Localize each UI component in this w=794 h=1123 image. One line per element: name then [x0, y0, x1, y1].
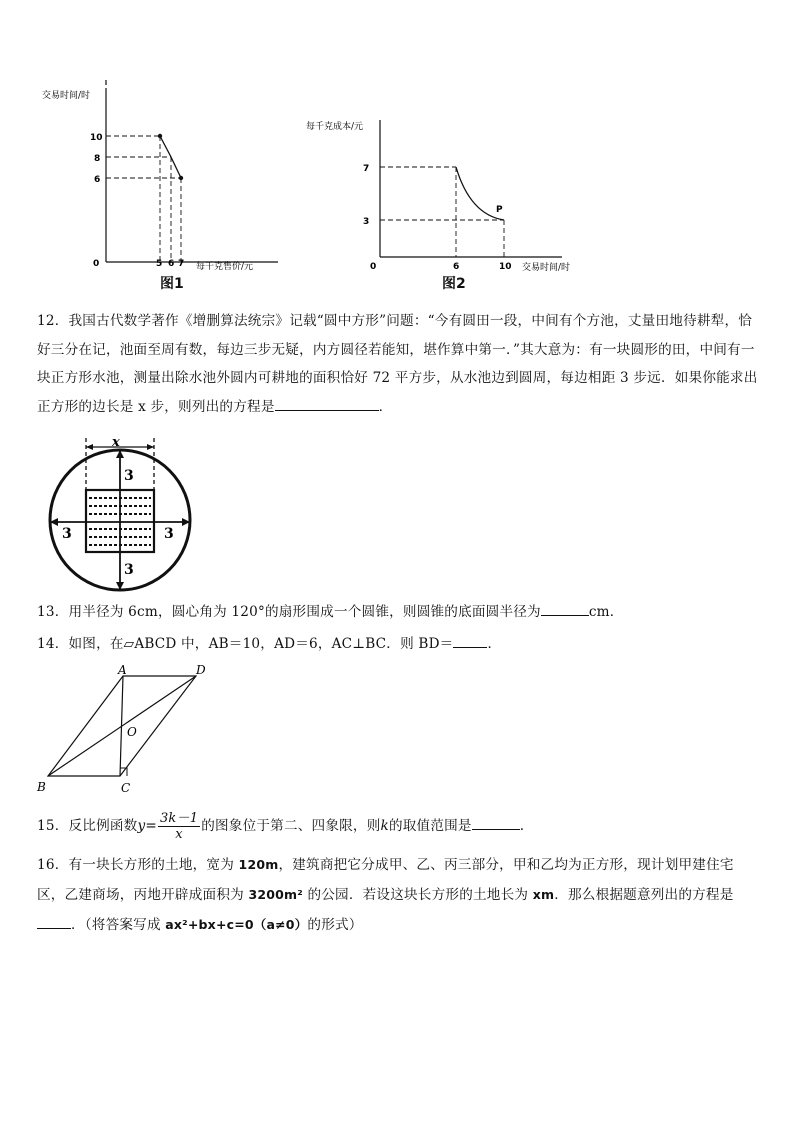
fig2-ylabel: 每千克成本/元 [306, 122, 364, 132]
question-13 [37, 598, 759, 627]
question-16 [37, 850, 759, 940]
q15-k: k [380, 818, 389, 834]
q16-part6: 的形式） [307, 917, 363, 933]
q15-prefix: 15．反比例函数 [37, 818, 138, 834]
q15-fraction [158, 811, 200, 842]
q12-fig-top-3: 3 [124, 468, 134, 484]
q14-parallelogram-figure [34, 662, 224, 802]
q16-part3: 的公园．若设这块长方形的土地长为 [302, 887, 533, 903]
figure-2-chart [300, 112, 590, 277]
q13-end: cm． [588, 604, 624, 620]
fig2-xlabel: 交易时间/时 [522, 263, 571, 273]
fig2-ytick: 7 [363, 164, 370, 174]
fig1-origin: 0 [93, 259, 100, 269]
fig1-point [158, 134, 162, 138]
q15-denominator: x [175, 827, 183, 842]
q15-middle: 的图象位于第二、四象限，则 [201, 818, 381, 834]
q13-text: 13．用半径为 6cm，圆心角为 120°的扇形围成一个圆锥，则圆锥的底面圆半径为 [37, 604, 541, 620]
q15-end: . [519, 818, 525, 834]
q12-fig-x-label: x [112, 435, 120, 450]
q16-xm: xm [532, 887, 555, 902]
figure-1-chart [30, 80, 290, 295]
q12-fig-right-3: 3 [164, 526, 174, 542]
fig1-caption: 图1 [160, 276, 184, 292]
q16-part5: ．（将答案写成 [71, 917, 166, 933]
fig2-xtick: 10 [499, 262, 512, 272]
fig1-point [179, 176, 183, 180]
fig1-xlabel: 每千克售价/元 [196, 262, 254, 272]
q14-label-D: D [196, 663, 206, 677]
q14-label-A: A [118, 663, 127, 677]
q12-fig-bottom-3: 3 [124, 562, 134, 578]
fig1-xtick: 6 [168, 259, 175, 269]
q14-label-C: C [121, 781, 131, 795]
q12-fig-left-3: 3 [62, 526, 72, 542]
q13-answer-blank[interactable] [541, 601, 589, 616]
q12-end: ． [378, 398, 393, 415]
fig2-xtick: 6 [453, 262, 460, 272]
fig1-ytick: 10 [90, 133, 103, 143]
q15-numerator: 3k－1 [159, 811, 199, 826]
q16-area: 3200m² [248, 887, 303, 902]
q16-part2: ，建筑商把它分成甲、乙、丙三部分，甲和乙均为正方形，现计划甲建住宅区，乙建商场，丙地开辟成面积为 [37, 857, 734, 903]
fig2-point-label: P [496, 205, 503, 215]
fig1-xtick: 7 [178, 259, 185, 269]
q14-end: ． [487, 636, 502, 652]
q14-answer-blank[interactable] [453, 633, 487, 648]
q16-width: 120m [238, 857, 279, 872]
fig2-ytick: 3 [363, 217, 370, 227]
question-14 [37, 630, 759, 659]
fig2-caption: 图2 [442, 276, 466, 292]
q12-text: 12．我国古代数学著作《增删算法统宗》记载“圆中方形”问题：“今有圆田一段，中间有个方池，丈量田地待耕犁，恰好三分在记，池面至周有数，每边三步无疑，内方圆径若能知，堪作算中第一．”其大意为：有一块圆形的田，中间有一块正方形水池，测量出除水池外圆内可耕地的面积恰好 72 平方步，从水池边到圆周，每边相距 3 步远．如果你能求出正方形的边长是 x 步，则列出的方程是 [37, 313, 758, 415]
q15-eq: = [145, 818, 157, 834]
q15-answer-blank[interactable] [472, 815, 520, 830]
q12-circle-square-figure [36, 434, 196, 594]
q16-answer-blank[interactable] [37, 914, 71, 929]
q14-label-O: O [127, 725, 137, 739]
question-12 [37, 307, 759, 421]
q15-suffix: 的取值范围是 [388, 818, 472, 834]
q14-text: 14．如图，在▱ABCD 中，AB＝10，AD＝6，AC⊥BC．则 BD＝ [37, 636, 454, 652]
q15-y: y [137, 818, 146, 834]
q16-part4: ．那么根据题意列出的方程是 [554, 887, 734, 903]
fig1-xtick: 5 [156, 259, 163, 269]
q14-label-B: B [37, 780, 46, 794]
fig2-origin: 0 [370, 262, 377, 272]
fig1-ytick: 8 [94, 154, 101, 164]
fig1-ytick: 6 [94, 175, 101, 185]
q16-part1: 16．有一块长方形的土地，宽为 [37, 857, 239, 873]
question-15 [37, 808, 759, 844]
q16-form: ax²+bx+c=0（a≠0） [165, 917, 308, 932]
fig1-ylabel: 交易时间/时 [42, 91, 91, 101]
q12-answer-blank[interactable] [275, 396, 379, 411]
